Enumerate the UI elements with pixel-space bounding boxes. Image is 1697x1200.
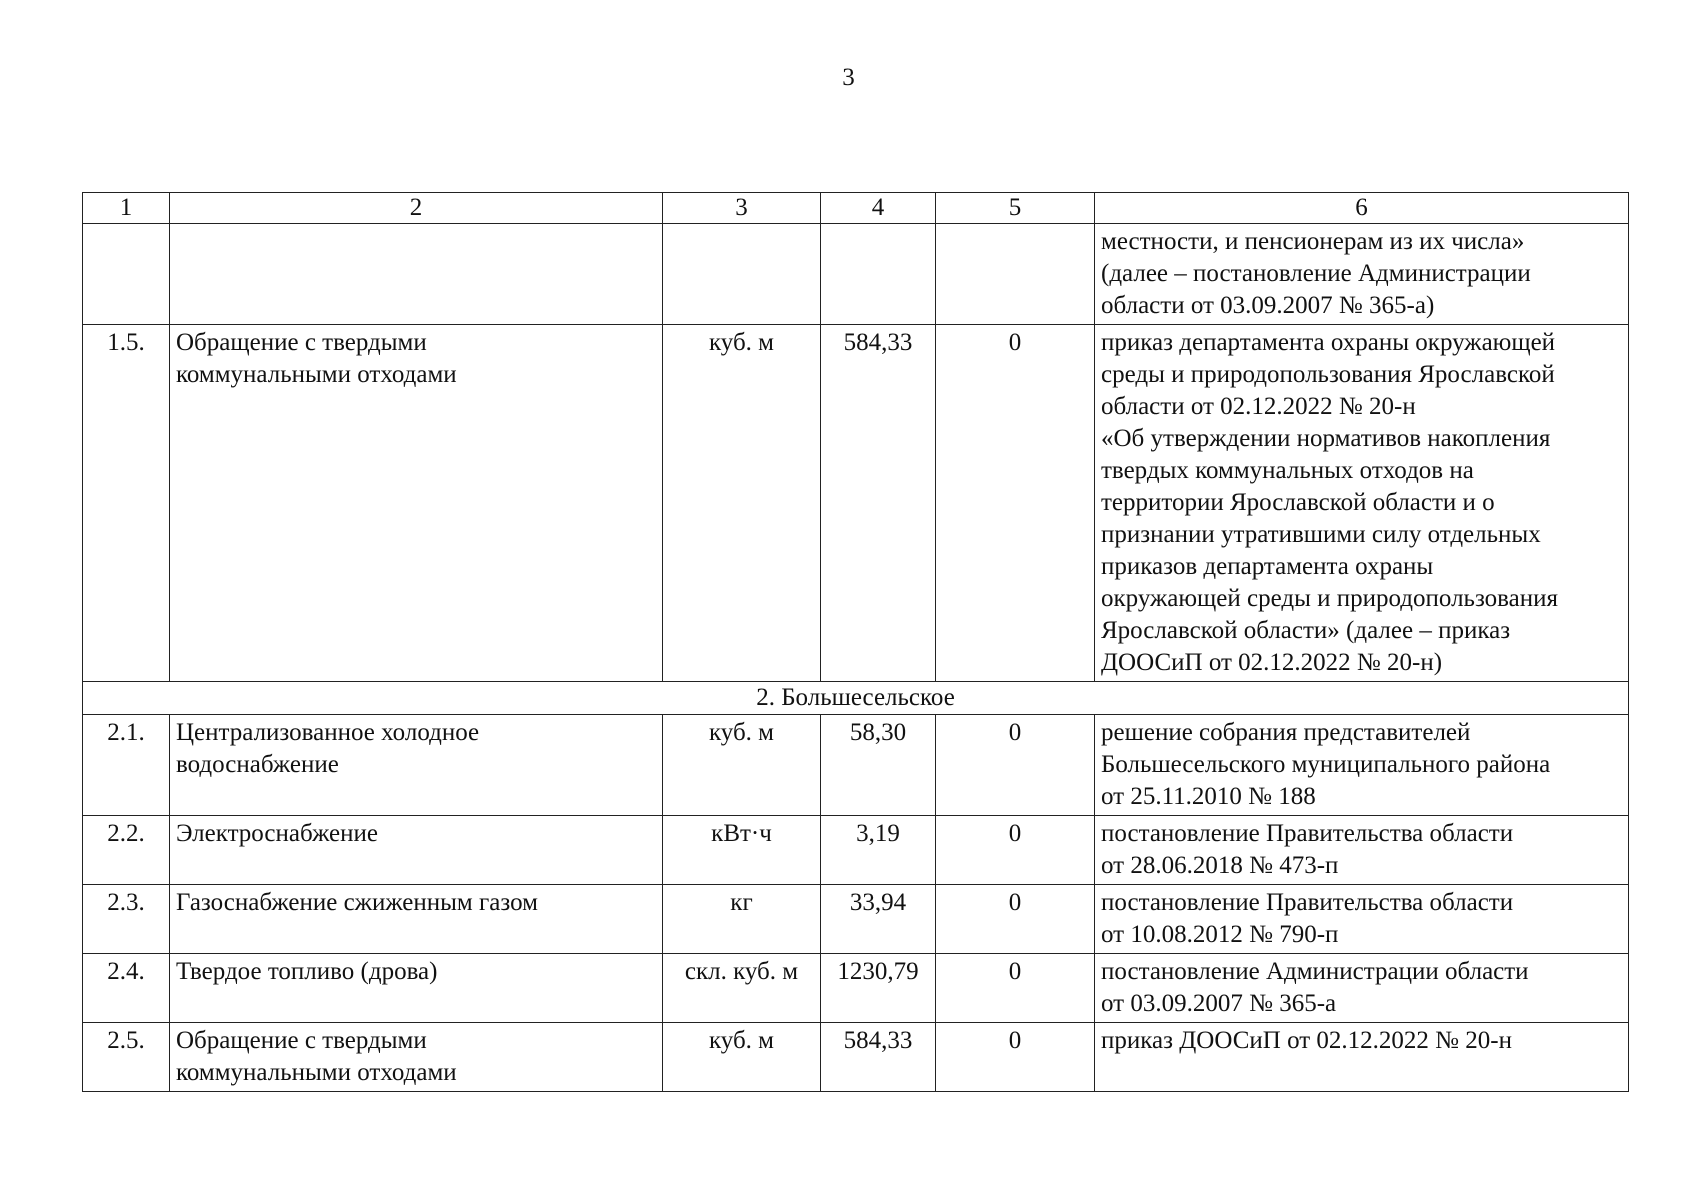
norm-value: 33,94 [821,885,936,954]
header-cell: 4 [821,193,936,224]
header-cell: 1 [83,193,170,224]
service-name: Централизованное холодное водоснабжение [170,715,663,816]
table-header-row [83,193,1629,224]
section-row [83,682,1629,715]
unit: куб. м [663,325,821,682]
value: 0 [936,715,1095,816]
norm-value: 58,30 [821,715,936,816]
norms-table [82,192,1629,1092]
legal-basis: постановление Правительства области от 10.08.2012 № 790-п [1095,885,1629,954]
row-number [83,224,170,325]
norm-value: 1230,79 [821,954,936,1023]
value: 0 [936,885,1095,954]
norm-value [821,224,936,325]
page-number: 3 [842,64,855,91]
row-number: 2.5. [83,1023,170,1092]
table-row [83,1023,1629,1092]
service-name: Обращение с твердыми коммунальными отходами [170,325,663,682]
legal-basis: решение собрания представителей Большесельского муниципального района от 25.11.2010 № 188 [1095,715,1629,816]
service-name: Обращение с твердыми коммунальными отходами [170,1023,663,1092]
table-row [83,715,1629,816]
unit: кВт·ч [663,816,821,885]
table-row [83,885,1629,954]
unit: куб. м [663,715,821,816]
row-number: 2.1. [83,715,170,816]
value: 0 [936,954,1095,1023]
norm-value: 3,19 [821,816,936,885]
unit: куб. м [663,1023,821,1092]
table-row [83,325,1629,682]
row-number: 2.2. [83,816,170,885]
service-name: Электроснабжение [170,816,663,885]
legal-basis: постановление Администрации области от 03.09.2007 № 365-а [1095,954,1629,1023]
row-number: 2.4. [83,954,170,1023]
value: 0 [936,325,1095,682]
header-cell: 5 [936,193,1095,224]
value: 0 [936,1023,1095,1092]
table-row [83,954,1629,1023]
value [936,224,1095,325]
norm-value: 584,33 [821,325,936,682]
service-name: Газоснабжение сжиженным газом [170,885,663,954]
service-name: Твердое топливо (дрова) [170,954,663,1023]
service-name [170,224,663,325]
legal-basis: приказ ДООСиП от 02.12.2022 № 20-н [1095,1023,1629,1092]
unit [663,224,821,325]
header-cell: 6 [1095,193,1629,224]
legal-basis: приказ департамента охраны окружающей среды и природопользования Ярославской области от 02.12.2022 № 20-н «Об утверждении нормативов накопления твердых коммунальных отходов на территории Ярославской области и о признании утратившими силу отдельных приказов департамента охраны окружающей среды и природопользования Ярославской области» (далее – приказ ДООСиП от 02.12.2022 № 20-н) [1095,325,1629,682]
unit: скл. куб. м [663,954,821,1023]
section-title: 2. Большесельское [83,682,1629,715]
value: 0 [936,816,1095,885]
table-row [83,224,1629,325]
header-cell: 3 [663,193,821,224]
row-number: 2.3. [83,885,170,954]
norm-value: 584,33 [821,1023,936,1092]
row-number: 1.5. [83,325,170,682]
legal-basis: местности, и пенсионерам из их числа» (далее – постановление Администрации области от 03.09.2007 № 365-а) [1095,224,1629,325]
legal-basis: постановление Правительства области от 28.06.2018 № 473-п [1095,816,1629,885]
header-cell: 2 [170,193,663,224]
table-row [83,816,1629,885]
unit: кг [663,885,821,954]
